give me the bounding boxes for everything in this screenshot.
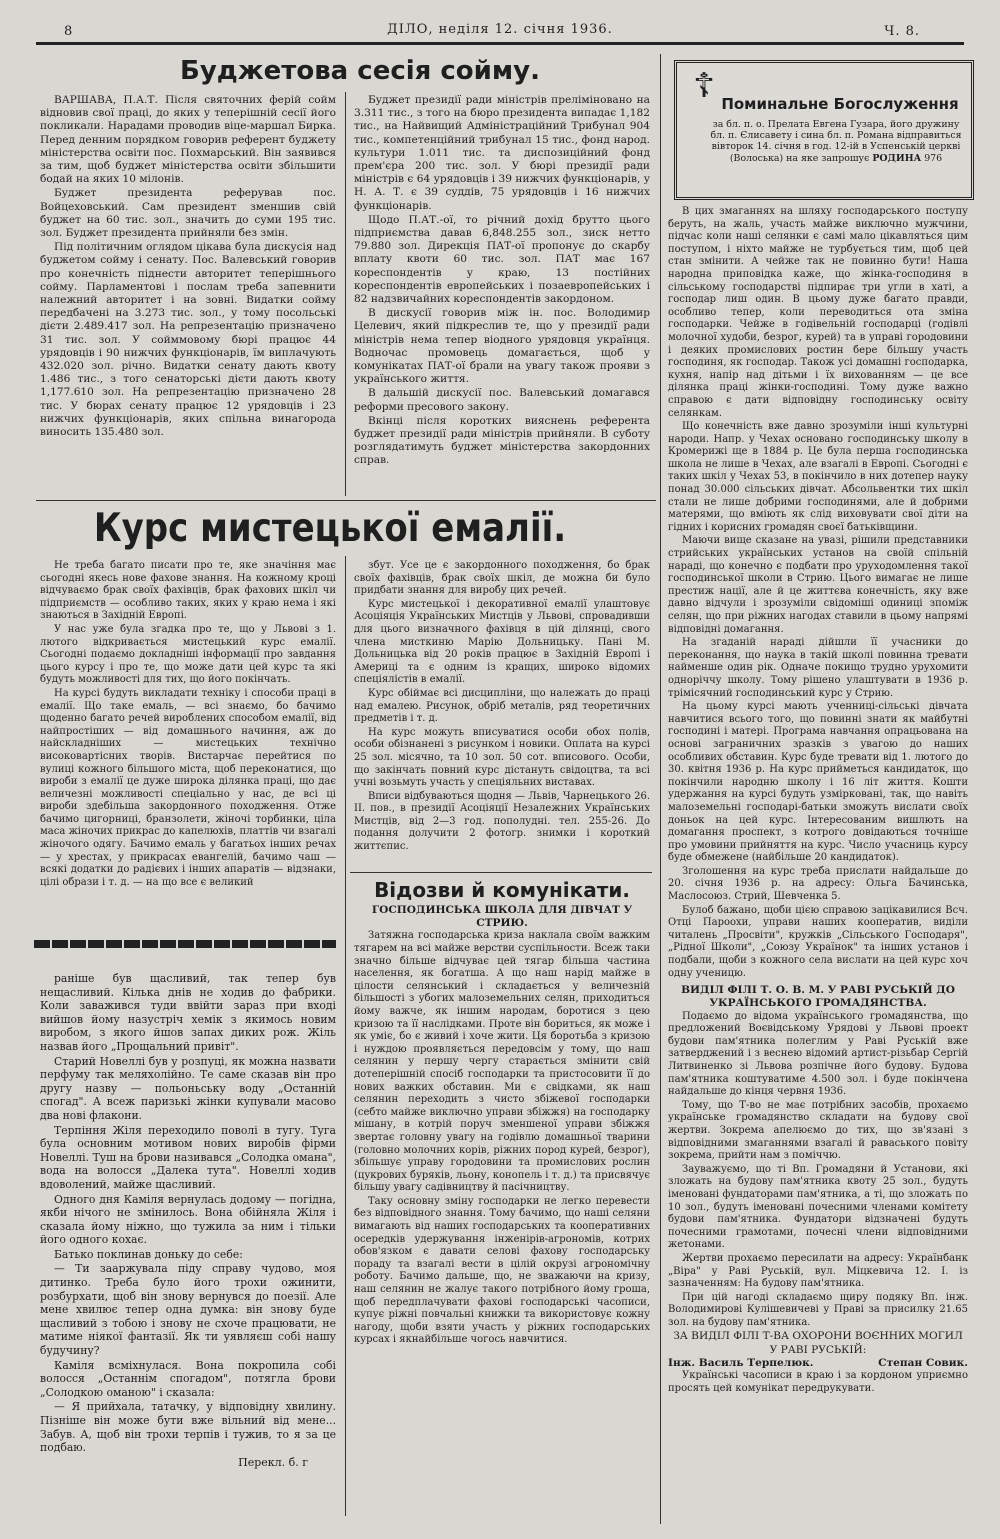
school-paragraph: На цьому курсі мають ученниці-сільські дівчата навчитися всього того, що повинні знати як майбутні господині і матері. Програма навчання опрацьована на основі заграничних зразків з увагою до наших особливих обставин. Курс буде тревати від 1. лютого до 30. квітня 1936 р. На курс прийметься кандидаток, що покінчили народню школу і 16 літ життя. Кошти удержання на курсі будуть узмірковані, так, що навіть малоземельні господарі-батьки зможуть вислати своїх доньок на цей курс. Інтересованим вишлють на домагання проспект, з котрого довідаються точніше про умовини прийняття на курс. Число учасниць курсу буде обмежене (найбільше 20 кандидаток). xyxy=(668,701,968,864)
column-rule xyxy=(345,92,346,496)
school-column-right xyxy=(668,206,968,1396)
story-paragraph: Терпіння Жіля переходило поволі в тугу. Туга була основним мотивом нових виробів фірми Новеллі. Туш на брови називався „Солодка омана", вода на волосся „Далека тута". Новеллі ходив вдоволений, майже щасливий. xyxy=(40,1123,336,1191)
signer-name: Степан Совик. xyxy=(878,1356,968,1369)
story-paragraph: Каміля всміхнулася. Вона покропила собі волосся „Останнім спогадом", потягла брови „Солодкою оманою" і сказала: xyxy=(40,1358,336,1399)
enamel-paragraph: У нас уже була згадка про те, що у Львові з 1. лютого відкривається мистецький курс емалії. Сьогодні подаємо докладніші інформації про завдання цього курсу і про те, що може дати цей курс та які будуть можливості для тих, що його покінчать. xyxy=(40,623,336,686)
notice-text: за бл. п. о. Прелата Евгена Гузара, його дружину бл. п. Єлисавету і сина бл. п. Романа відправиться вівторок 14. січня в год. 12-ій в Успенській церкві (Волоська) на яке запрошує xyxy=(710,119,962,164)
monument-title: ВИДІЛ ФІЛІ Т. О. В. М. У РАВІ РУСЬКІЙ ДО УКРАЇНСЬКОГО ГРОМАДЯНСТВА. xyxy=(681,984,955,1010)
school-paragraph: Маючи вище сказане на увазі, рішили представники стрийських українських установ на своїй спільній нараді, що конечно є подбати про уруходомлення такої господинської школи в Стрию. Цього вимагає не лише престиж нації, але й це життєва конечність, яку вже давно відчули і зрозуміли свідоміші одиниці зпоміж селян, що при ріжних нагодах ставили в цьому напрямі відповідні домагання. xyxy=(668,535,968,635)
enamel-paragraph: Вписи відбуваються щодня — Львів, Чарнецького 26. II. пов., в президії Асоціяції Незалежних Українських Мистців, від 2—3 год. пополудні. тел. 255-26. До подання долучити 2 фотогр. знимки і короткий життєпис. xyxy=(354,790,650,853)
budget-column-right xyxy=(354,94,650,469)
notice-title: Поминальне Богослуження xyxy=(721,95,959,113)
budget-paragraph: В дискусії говорив між ін. пос. Володимир Целевич, який підкреслив те, що у президії ради міністрів нема тепер віодного урядовця українця. Водночас промовець домагається, щоб у комунікатах ПАТ-ої брали на увагу також прояви з українського життя. xyxy=(354,307,650,386)
section-rule xyxy=(36,500,656,501)
issue-number: Ч. 8. xyxy=(884,24,920,39)
story-paragraph: Батько поклинав доньку до себе: xyxy=(54,1247,243,1261)
monument-signers xyxy=(668,1357,968,1370)
story-paragraph: Одного дня Каміля вернулась додому — погідна, якби нічого не змінилось. Вона обійняла Жіля і сказала йому ніжно, що тужила за ним і тільки його одного кохає. xyxy=(40,1192,336,1247)
school-paragraph: На згаданій нараді дійшли її учасники до переконання, що наука в такій школі повинна тревати найменше один рік. Одначе покищо трудно урухомити одноріччу школу. Тому рішено улаштувати в 1936 р. трімісячний господинський курс у Стрию. xyxy=(668,637,968,699)
school-paragraph: В цих змаганнях на шляху господарського поступу беруть, на жаль, участь майже виключно мужчини, підчас коли наші селянки є самі мало цікавляться цим поступом, і ніхто майже не турбується тим, щоб цей стан змінити. А чейже так не повинно бути! Наша народна приповідка каже, що жінка-господиня в сільському господарстві підпирає три угли в хаті, а господар лиш один. В цьому дуже багато правди, особливо тепер, коли переводиться ота зміна господарки. Чейже в годівельній господарці (годівлі молочної худоби, безрог, курей) та в управі городовини і деяких промислових ростин бере більшу участь господиня, як господар. Також усі домашні господарка, кухня, напір над дітьми і їх вихованням — це все ділянка праці жінки-господині. Тому дуже важно справою є дати відповідну господинську освіту селянкам. xyxy=(668,206,968,419)
monument-paragraph: Подаємо до відома українського громадянства, що предложений Воєвідському Урядові у Львові проект будови пам'ятника полеглим у Раві Руській вже затверджений і з веснею відомий артист-різьбар Сергій Литвиненко зі Львова розпічне його будову. Будова пам'ятника коштуватиме 4.500 зол. і буде покінчена найдальше до кінця червня 1936. xyxy=(668,1010,968,1098)
story-paragraph: Старий Новеллі був у розпуці, як можна назвати перфуму так меляхолійно. Те саме сказав він про другу назву — польоньську воду „Останній спогад". А всеж паризькі жінки купували масово два нові флакони. xyxy=(40,1054,336,1122)
school-paragraph: Що конечність вже давно зрозуміли інші культурні народи. Напр. у Чехах основано господинську школу в Кромерижі ще в 1884 р. Це була перша господинська школа не лише в Чехах, але взагалі в Европі. Сьогодні є таких шкіл у Чехах 53, в покінчило в них дотепер науку понад 30.000 сільських дівчат. Абсольвентки тих шкіл стали не лише добрими господинями, але й добрими матерями, що вміють як слід виховувати свої діти на гідних і корисних громадян своєї батьківщини. xyxy=(668,421,968,533)
masthead: ДІЛО, неділя 12. січня 1936. xyxy=(387,22,613,37)
monument-paragraph: Зауважуємо, що ті Вп. Громадяни й Установи, які зложать на будову пам'ятника квоту 25 зол., будуть іменовані фундаторами пам'ятника, а ті, що зложать по 10 зол., будуть іменовані почесними членами комітету будови пам'ятника. Фундатори відзначені будуть почесними грамотами, почесні члени відповідними жетонами. xyxy=(668,1163,968,1251)
story-paragraph: — Ти зааржувала піду справу чудово, моя дитинко. Треба було його трохи ожинити, розбурхати, щоб він знову вернувся до поезії. Але мене хвилює тепер одна думка: він знову буде щасливий з тобою і знову не схоче працювати, не матиме ніякої фантазії. Як ти уявляєш собі нашу будучину? xyxy=(40,1262,336,1358)
column-rule xyxy=(660,54,661,1524)
page-number: 8 xyxy=(64,24,73,39)
section-rule xyxy=(350,872,652,873)
enamel-column-right xyxy=(354,560,650,855)
story-column xyxy=(40,972,336,1469)
memorial-notice xyxy=(674,60,974,200)
story-paragraph: — Я прийхала, татачку, у відповідну хвилину. Пізніше він може бути вже вільний від мене... Забув. А, щоб він трохи терпів і тужив, то я за це подбаю. xyxy=(40,1400,336,1455)
enamel-title: Курс мистецької емалії. xyxy=(93,505,567,552)
monument-footer: Українські часописи в краю і за кордоном уприємно просять цей комунікат передрукувати. xyxy=(668,1370,968,1394)
school-subtitle: ГОСПОДИНСЬКА ШКОЛА ДЛЯ ДІВЧАТ У СТРИЮ. xyxy=(371,904,633,930)
notice-body xyxy=(709,119,963,164)
section-divider xyxy=(34,940,336,948)
school-paragraph: Затяжна господарська криза наклала своїм важким тягарем на всі майже верстви суспільности. Всеж таки значно більше відчуває цей тягар більша частина населення, як богатша. А що наш нарід майже в цілости селянський і складається у величезній більшості з убогих малоземельних селян, приходиться йому важче, як іншим народам, боротися з цею кризою та її наслідками. Проте він бориться, як може і як уміє, бо є живий і хоче жити. Ця боротьба з кризою і нуждою проявляється передовсім у тому, що наш селянин у першу чергу старається змінити свій дотеперішній спосіб господарки та пристосовити її до нових важких обставин. Ми є свідками, як наш селянин переходить з чисто збіжевої господарки (себто майже виключно управи збіжжя) на господарку мішану, в котрій поруч зменшеної управи збіжжя звертає головну увагу на годівлю домашньої тварини (головно молочних корів, ріжних пород курей, безрог), збільшує управу городовини та промислових рослин (цукрових буряків, льону, конопель і т. д.) та присвячує більшу увагу садівництву й пасічництву. xyxy=(354,930,651,1194)
orthodox-cross-icon: ☦ xyxy=(693,66,716,106)
school-paragraph: Зголошення на курс треба прислати найдальше до 20. січня 1936 р. на адресу: Ольга Бачинська, Маслосоюз. Стрий, Шевченка 5. xyxy=(668,865,968,903)
budget-title: Буджетова сесія сойму. xyxy=(180,56,540,86)
story-signoff: Перекл. б. г xyxy=(238,1455,308,1469)
signer-name: Інж. Василь Терпелюк. xyxy=(668,1356,814,1369)
budget-paragraph: Буджет президії ради міністрів преліміновано на 3.311 тис., з того на бюро президента випадає 1,182 тис., на Найвищий Адміністраційний Трибунал 904 тис., компетенційний трибунал 15 тис., фонд народ. культури 1.011 тис. та диспозиційний фонд прем'єра 200 тис. зол. У бюрі президії ради міністрів є 64 урядовців і 39 нижчих функціонарів, у Н. А. Т. є 39 суддів, 75 урядовців і 16 нижчих функціонарів. xyxy=(354,94,650,212)
enamel-paragraph: збут. Усе це є закордонного походження, бо брак своїх фахівців, брак своїх шкіл, де можна би було придбати знання для виробу цих речей. xyxy=(354,560,650,597)
budget-column-left xyxy=(40,94,336,440)
notice-signature: РОДИНА xyxy=(872,152,922,164)
school-column xyxy=(354,876,650,1348)
budget-paragraph: Під політичним оглядом цікава була дискусія над буджетом сойму і сенату. Пос. Валевський говорив про конечність піднести авторитет теперішнього сойму. Парламентові і послам треба запевнити належний авторитет і на зовні. Видатки сойму передбачені на 3.273 тис. зол., у тому посольські дієти 2.489.417 зол. На репрезентацію призначено 31 тис. зол. У сойммовому бюрі працює 44 урядовців і 90 нижчих функціонарів, їм виплачують 432.020 зол. річно. Видатки сенату дають квоту 1.486 тис., з того сенаторські дієти дають квоту 1,177.610 зол. На репрезентацію призначено 28 тис. У бюрах сенату працює 12 урядовців і 23 нижчих функціонарів, яких спільна винагорода виносить 135.480 зол. xyxy=(40,241,336,439)
budget-paragraph: Вкінці після коротких вияснень референта буджет президії ради міністрів прийняли. В суботу розглядатимуть буджет міністерства закордонних справ. xyxy=(354,414,650,467)
budget-paragraph: Щодо П.АТ.-ої, то річний дохід брутто цього підприємства давав 6,848.255 зол., зиск нетто 79.880 зол. Дирекція ПАТ-ої пропонує до скарбу вплату квоти 60 тис. зол. ПАТ має 167 кореспондентів у краю, 13 постійних кореспондентів европейських і позаевропейських і 82 надзвичайних кореспондентів закордоном. xyxy=(354,213,650,306)
monument-paragraph: При цій нагоді складаємо щиру подяку Вп. інж. Володимирові Кулішевичеві у Праві за присилку 21.65 зол. на будову пам'ятника. xyxy=(668,1291,968,1328)
budget-paragraph: ВАРШАВА, П.А.Т. Після святочних ферій сойм відновив свої праці, до яких у теперішній сесії його покликали. Нарадами проводив віце-маршал Бирка. Перед денним порядком говорив референт буджету міністерства освіти пос. Похмарський. Він заявився за тим, щоб буджет міністерства освіти збільшити бодай на яких 10 мілонів. xyxy=(40,94,336,186)
monument-paragraph: Тому, що Т-во не має потрібних засобів, прохаємо українське громадянство складати на будову свої жертви. Зокрема апелюємо до тих, що зв'язані з відповідними змаганнями взагалі й раваського повіту зокрема, прийти нам з поміччю. xyxy=(668,1099,968,1162)
monument-board: ЗА ВИДІЛ ФІЛІ Т-ВА ОХОРОНИ ВОЄННИХ МОГИЛ У РАВІ РУСЬКІЙ: xyxy=(673,1330,963,1356)
communiques-title: Відозви й комунікати. xyxy=(374,878,630,902)
story-paragraph: раніше був щасливий, так тепер був нещасливий. Кілька днів не ходив до фабрики. Коли заважився туди ввійти зараз при вході вийшов йому назустріч хемік з якимось новим виробом, з якого йшов запах диких рож. Жіль назвав його „Прощальний привіт". xyxy=(40,972,336,1053)
notice-code: 976 xyxy=(924,152,943,164)
enamel-paragraph: Курс мистецької і декоративної емалії улаштовує Асоціяція Українських Мистців у Львові, спровадивши для цього визначного фахівця в цій ділянці, свого члена мисткиню Марію Дольницьку. Пані М. Дольницька від 20 років працює в Західній Европі і Америці та є одним із кращих, широко відомих спеціялістів в емалії. xyxy=(354,598,650,686)
enamel-column-left xyxy=(40,560,336,890)
budget-paragraph: Буджет президента реферував пос. Войцеховський. Сам президент зменшив свій буджет на 60 тис. зол., значить до суми 195 тис. зол. Буджет президента прийняли без змін. xyxy=(40,187,336,240)
header-rule xyxy=(36,42,964,45)
enamel-paragraph: На курс можуть вписуватися особи обох полів, особи обізнанені з рисунком і новики. Оплата на курсі 25 зол. місячно, та 10 зол. 50 сот. вписового. Особи, що закінчать повний курс дістануть свідоцтва, та всі учні возьмуть участь у спеціяльних виставах. xyxy=(354,726,650,789)
budget-paragraph: В дальшій дискусії пос. Валевський домагався реформи пресового закону. xyxy=(354,387,650,413)
page-header xyxy=(40,22,960,42)
column-rule xyxy=(345,556,346,1516)
school-paragraph: Таку основну зміну господарки не легко перевести без відповідного знання. Тому бачимо, що наші селяни вимагають від наших господарських та кооперативних осередків удержування інженірів-агрономів, котрих обов'язком є давати селові фахову господарську пораду та взагалі вести в цілій окрузі агрономічну роботу. Бачимо дальше, що, не зважаючи на кризу, наш селянин не жалує такого потрібного йому гроша, щоб передплачувати фахові господарські часописи, купує ріжні повчальні книжки та використовує кожну нагоду, щоби взяти участь у ріжних господарських курсах і якнайбільше чогось навчитися. xyxy=(354,1195,650,1346)
enamel-paragraph: На курсі будуть викладати техніку і способи праці в емалії. Що таке емаль, — всі знаємо, бо бачимо щоденно багато речей вироблених способом емалії, від найпростіших — від домашнього начиння, аж до найскладніших — мистецьких технічно високовартісних творів. Вистарчає перейтися по вулиці кожного більшого міста, щоб переконатися, що вироби з емалії це дуже широка ділянка праці, що дає величезні можливості спеціально у нас, де всі ці вироби здебільша закордонного походження. Отже бачимо цигорниці, бранзолети, жіночі торбинки, ціла маса жіночих прикрас до капелюхів, платтів чи взагалі жіночого одягу. Бачимо емаль у багатьох інших речах — у хрестах, у прикрасах евангелій, бачимо чаш — всякі додатки до радієвих і інших апаратів — відзнаки, цілі образи і т. д. — на що все є великий xyxy=(40,687,336,888)
school-paragraph: Булоб бажано, щоби цією справою зацікавилися Всч. Отці Пароохи, управи наших кооператив, виділи читалень „Просвіти", кружків „Сільського Господаря", „Рідної Школи", „Союзу Українок" та інших установ і подбали, щоби з кожного села вислати на цей курс хоч одну ученицю. xyxy=(668,904,968,979)
monument-paragraph: Жертви прохаємо пересилати на адресу: Українбанк „Віра" у Раві Руській, вул. Міцкевича 12. І. із зазначенням: На будову пам'ятника. xyxy=(668,1252,968,1290)
enamel-paragraph: Не треба багато писати про те, яке значіння має сьогодні якесь нове фахове знання. На кожному кроці відчуваємо брак своїх фахівців, брак фахових шкіл чи підприємств — особливо таких, яких у краю нема і які знаються в Західній Европі. xyxy=(40,560,336,622)
enamel-paragraph: Курс обіймає всі дисципліни, що належать до праці над емалею. Рисунок, обріб металів, ряд теоретичних предметів і т. д. xyxy=(354,687,650,725)
